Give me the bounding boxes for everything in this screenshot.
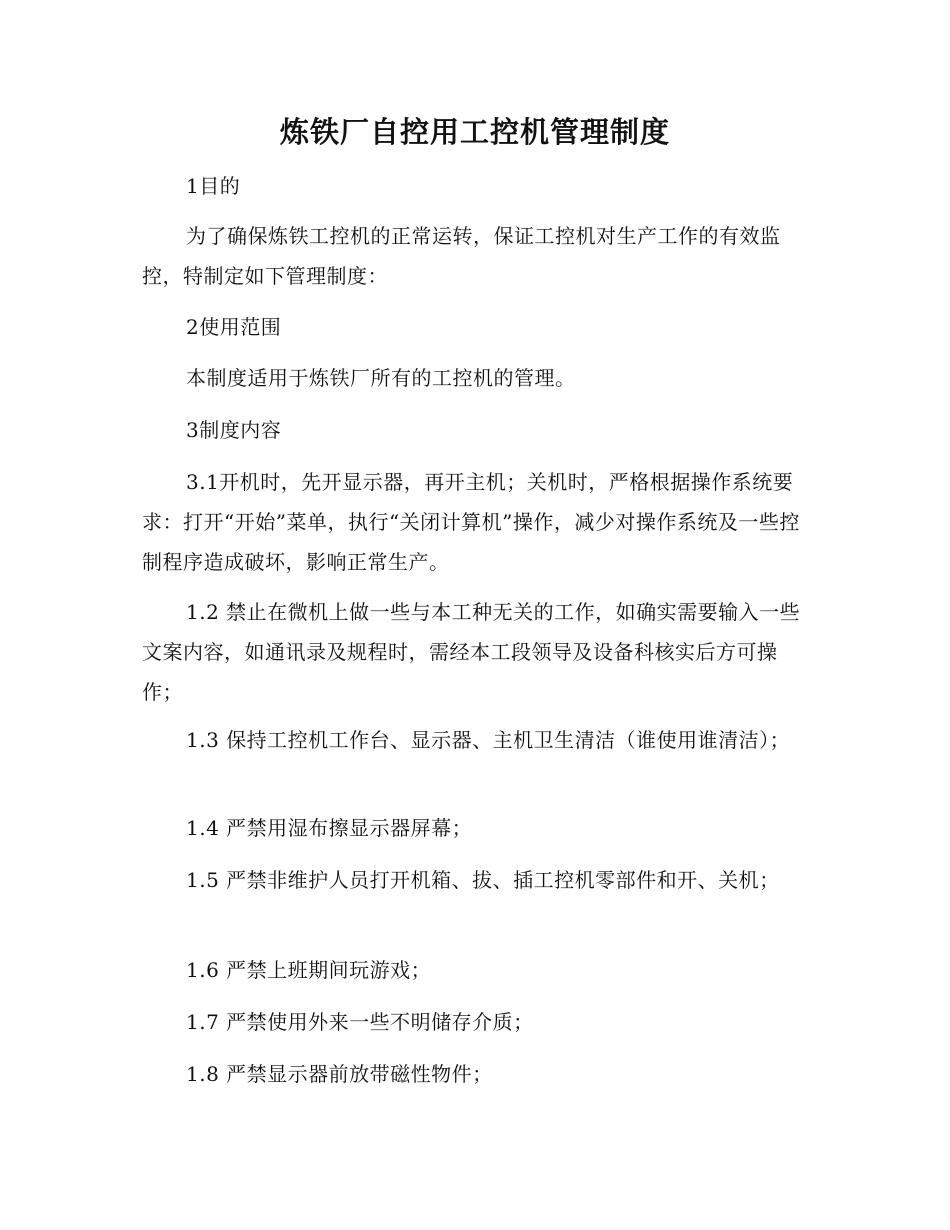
rule-item-1-2: 1.2 禁止在微机上做一些与本工种无关的工作，如确实需要输入一些文案内容，如通讯录及规程时，需经本工段领导及设备科核实后方可操作； bbox=[142, 600, 801, 704]
paragraph-purpose: 为了确保炼铁工控机的正常运转，保证工控机对生产工作的有效监控，特制定如下管理制度： bbox=[142, 224, 781, 288]
document-title: 炼铁厂自控用工控机管理制度 bbox=[279, 115, 670, 149]
rule-item-1-5: 1.5 严禁非维护人员打开机箱、拔、插工控机零部件和开、关机； bbox=[186, 868, 780, 892]
rule-item-1-7: 1.7 严禁使用外来一些不明储存介质； bbox=[186, 1010, 534, 1034]
rule-item-1-6: 1.6 严禁上班期间玩游戏； bbox=[186, 958, 432, 982]
section-heading-scope: 2使用范围 bbox=[186, 315, 282, 339]
paragraph-scope: 本制度适用于炼铁厂所有的工控机的管理。 bbox=[186, 366, 576, 390]
rule-item-1-4: 1.4 严禁用湿布擦显示器屏幕； bbox=[186, 816, 473, 840]
rule-item-1-3: 1.3 保持工控机工作台、显示器、主机卫生清洁（谁使用谁清洁）； bbox=[186, 728, 791, 752]
section-heading-content: 3制度内容 bbox=[186, 418, 282, 442]
section-heading-purpose: 1目的 bbox=[186, 174, 241, 198]
rule-item-1-8: 1.8 严禁显示器前放带磁性物件； bbox=[186, 1062, 493, 1086]
rule-item-3-1: 3.1开机时，先开显示器，再开主机；关机时，严格根据操作系统要求：打开“开始”菜单，执行“关闭计算机”操作，减少对操作系统及一些控制程序造成破坏，影响正常生产。 bbox=[142, 470, 800, 574]
